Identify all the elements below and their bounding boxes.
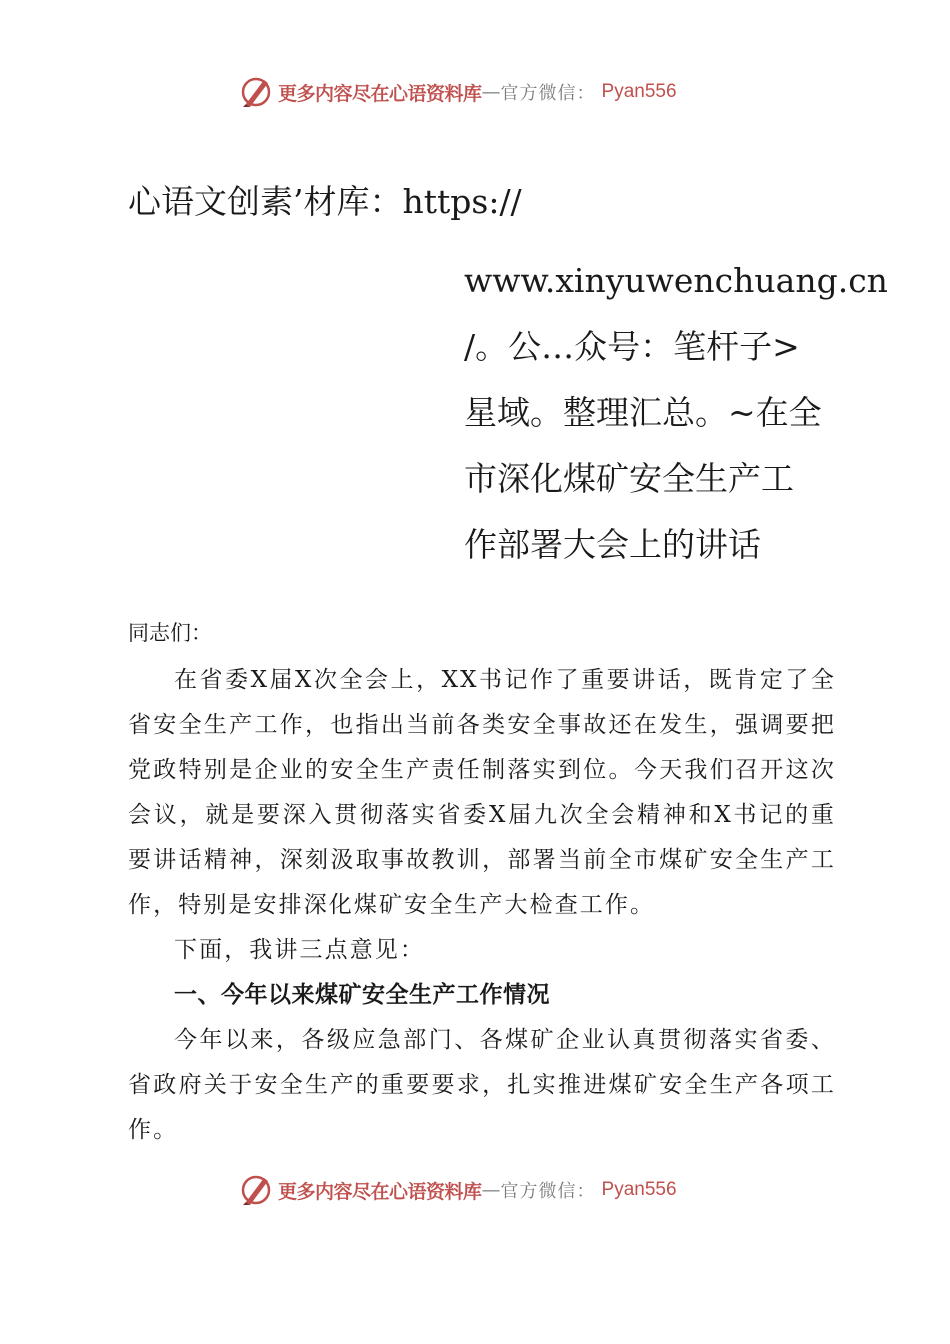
footer-watermark: [238, 1172, 677, 1208]
title-block: [464, 248, 888, 578]
watermark-wechat-id: Pyan556: [601, 81, 677, 102]
watermark-dash: —: [481, 1179, 501, 1201]
salutation: 同志们：: [128, 621, 212, 645]
title-line-2: www.xinyuwenchuang.cn: [464, 261, 888, 300]
header-watermark: [238, 74, 677, 110]
title-line-3: /。公…众号：笔杆子>: [464, 327, 800, 366]
title-line-5: 市深化煤矿安全生产工: [464, 459, 794, 498]
pen-circle-icon: [238, 1172, 274, 1208]
watermark-wechat-label: 官方微信：: [500, 83, 596, 104]
title-line-4: 星域。整理汇总。~在全: [464, 393, 822, 432]
watermark-brand-text: 更多内容尽在心语资料库: [278, 1180, 482, 1203]
paragraph-1: 在省委X届X次全会上，XX书记作了重要讲话，既肯定了全省安全生产工作，也指出当前各类安全事故还在发生，强调要把党政特别是企业的安全生产责任制落实到位。今天我们召开这次会议，就是要深入贯彻落实省委X届九次全会精神和X书记的重要讲话精神，深刻汲取事故教训，部署当前全市煤矿安全生产工作，特别是安排深化煤矿安全生产大检查工作。: [128, 667, 836, 918]
title-line-6: 作部署大会上的讲话: [464, 525, 761, 564]
watermark-wechat-id: Pyan556: [601, 1179, 677, 1200]
pen-circle-icon: [238, 74, 274, 110]
paragraph-3: 今年以来，各级应急部门、各煤矿企业认真贯彻落实省委、省政府关于安全生产的重要要求，扎实推进煤矿安全生产各项工作。: [128, 1027, 836, 1143]
section-heading-1: 一、今年以来煤矿安全生产工作情况: [174, 982, 550, 1008]
title-line-1: 心语文创素’材库：https://: [128, 182, 522, 221]
paragraph-2: 下面，我讲三点意见：: [174, 937, 425, 963]
watermark-dash: —: [481, 81, 501, 103]
document-body: [128, 658, 836, 1153]
watermark-brand-text: 更多内容尽在心语资料库: [278, 82, 482, 105]
watermark-wechat-label: 官方微信：: [500, 1181, 596, 1202]
